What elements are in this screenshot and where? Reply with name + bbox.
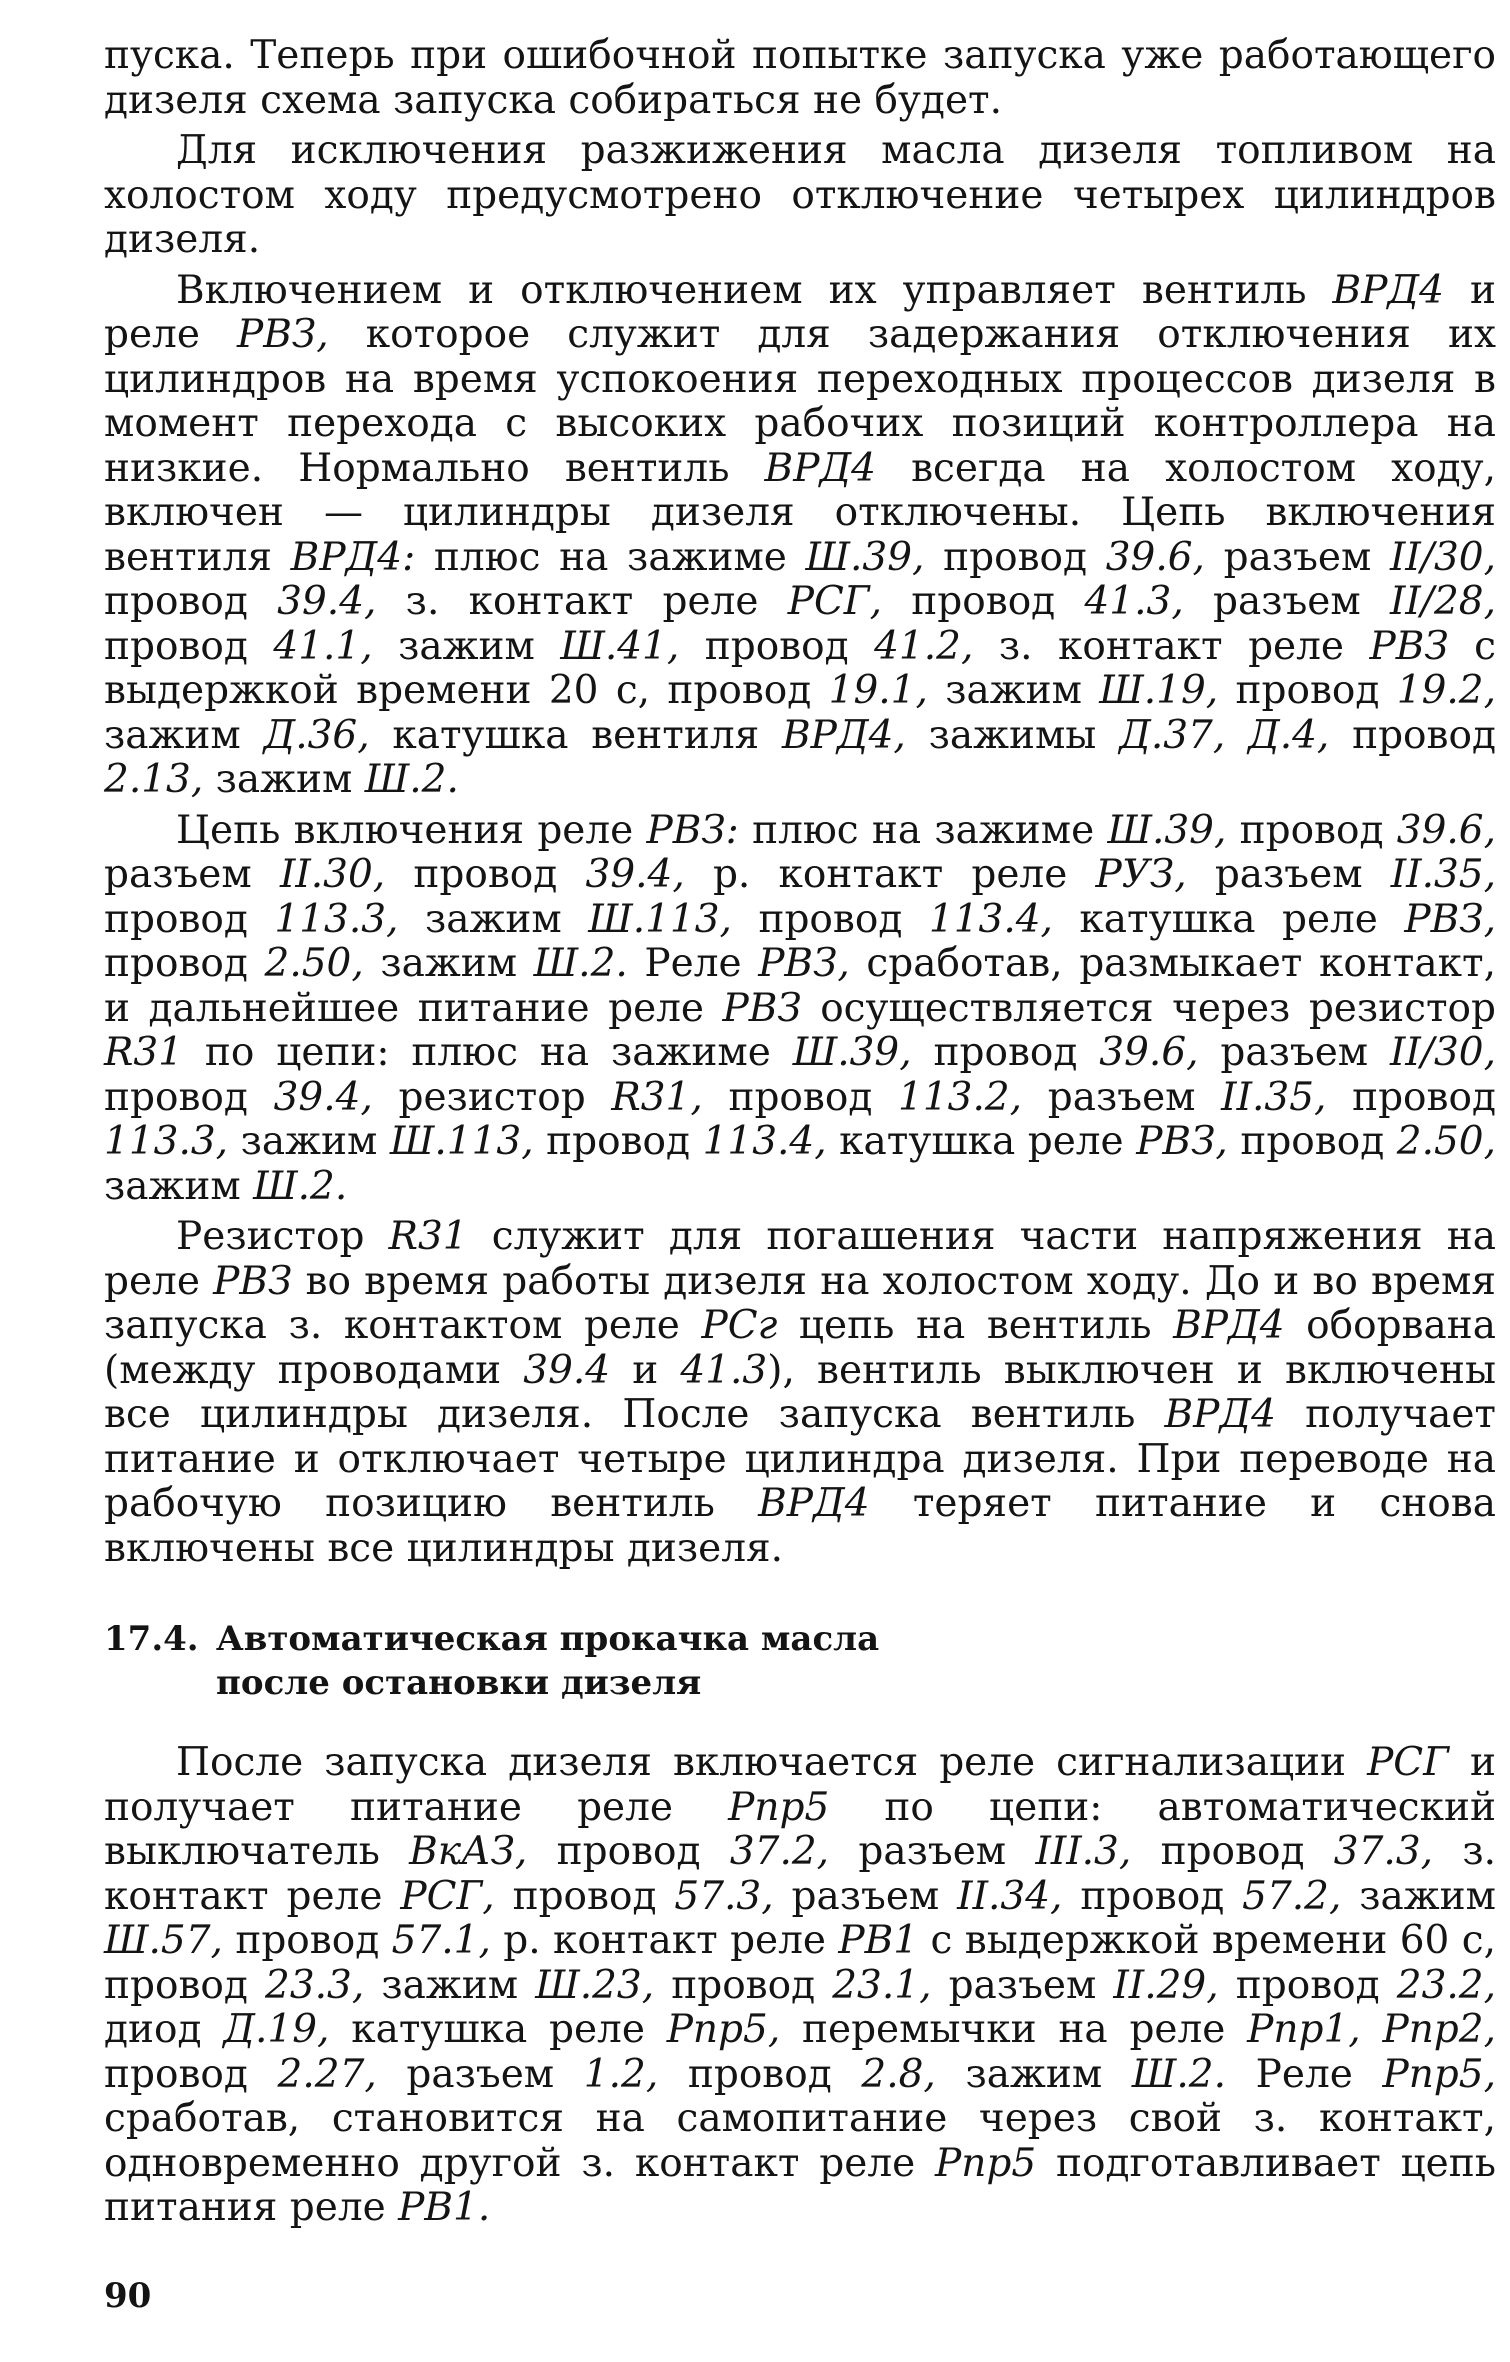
italic-term: II/30, xyxy=(1390,1030,1497,1075)
italic-term: 39.4, xyxy=(273,1074,373,1120)
italic-term: ВРД4 xyxy=(764,445,876,491)
italic-term: 39.4 xyxy=(523,1347,611,1393)
italic-term: Д.19, xyxy=(223,2007,330,2052)
italic-term: Ш.39, xyxy=(805,534,925,580)
italic-term: 113.3, xyxy=(274,896,399,942)
section-number: 17.4. xyxy=(104,1619,199,1659)
italic-term: 19.2, xyxy=(1396,668,1496,713)
italic-term: 2.27, xyxy=(277,2051,377,2097)
italic-term: Рпр5, xyxy=(1382,2051,1496,2097)
paragraph-resistor-r31: Резистор R31 служит для погашения части напряжения на реле РВЗ во время работы дизеля на холостом ходу. До и во время запуска з. контактом реле РСг цепь на вентиль ВРД4 оборвана (между проводами 39.4 и 41.3), вентиль выключен и включены все цилиндры дизеля. После запуска вентиль ВРД4 получает питание и отключает четыре цилиндра дизеля. При переводе на рабочую позицию вентиль ВРД4 теряет питание и снова включены все цилиндры дизеля. xyxy=(104,1214,1497,1571)
italic-term: R31 xyxy=(104,1030,183,1075)
italic-term: РВ1 xyxy=(838,1918,919,1963)
italic-term: II/30, xyxy=(1390,534,1496,580)
paragraph-vrd4-circuit: Включением и отключением их управляет вентиль ВРД4 и реле РВЗ, которое служит для задержания отключения их цилиндров на время успокоения переходных процессов дизеля в момент перехода с высоких рабочих позиций контроллера на низкие. Нормально вентиль ВРД4 всегда на холостом ходу, включен — цилиндры дизеля отключены. Цепь включения вентиля ВРД4: плюс на зажиме Ш.39, провод 39.6, разъем II/30, провод 39.4, з. контакт реле РСГ, провод 41.3, разъем II/28, провод 41.1, зажим Ш.41, провод 41.2, з. контакт реле РВЗ с выдержкой времени 20 с, провод 19.1, зажим Ш.19, провод 19.2, зажим Д.36, катушка вентиля ВРД4, зажимы Д.37, Д.4, провод 2.13, зажим Ш.2. xyxy=(104,267,1497,802)
paragraph-auto-oil-pumping: После запуска дизеля включается реле сигнализации РСГ и получает питание реле Рпр5 по цепи: автоматический выключатель ВкАЗ, провод 37.2, разъем III.3, провод 37.3, з. контакт реле РСГ, провод 57.3, разъем II.34, провод 57.2, зажим Ш.57, провод 57.1, р. контакт реле РВ1 с выдержкой времени 60 с, провод 23.3, зажим Ш.23, провод 23.1, разъем II.29, провод 23.2, диод Д.19, катушка реле Рпр5, перемычки на реле Рпр1, Рпр2, провод 2.27, разъем 1.2, провод 2.8, зажим Ш.2. Реле Рпр5, сработав, становится на самопитание через свой з. контакт, одновременно другой з. контакт реле Рпр5 подготавливает цепь питания реле РВ1. xyxy=(104,1740,1497,2230)
section-title-line1: Автоматическая прокачка масла xyxy=(216,1619,880,1659)
italic-term: 41.1, xyxy=(273,623,373,669)
italic-term: 37.2, xyxy=(729,1829,830,1874)
italic-term: II.30, xyxy=(279,852,386,897)
italic-term: Ш.57, xyxy=(104,1918,223,1963)
italic-term: II.35, xyxy=(1221,1074,1327,1120)
italic-term: 2.50, xyxy=(1396,1119,1496,1164)
italic-term: 2.50, xyxy=(264,941,364,986)
italic-term: 113.4, xyxy=(702,1119,827,1164)
italic-term: R31, xyxy=(611,1074,703,1120)
paragraph-rv3-circuit: Цепь включения реле РВЗ: плюс на зажиме Ш.39, провод 39.6, разъем II.30, провод 39.4, р. контакт реле РУЗ, разъем II.35, провод 113.3, зажим Ш.113, провод 113.4, катушка реле РВЗ, провод 2.50, зажим Ш.2. Реле РВЗ, сработав, размыкает контакт, и дальнейшее питание реле РВЗ осуществляется через резистор R31 по цепи: плюс на зажиме Ш.39, провод 39.6, разъем II/30, провод 39.4, резистор R31, провод 113.2, разъем II.35, провод 113.3, зажим Ш.113, провод 113.4, катушка реле РВЗ, провод 2.50, зажим Ш.2. xyxy=(104,807,1497,1209)
italic-term: 23.1, xyxy=(832,1962,932,2008)
italic-term: Ш.41, xyxy=(560,623,680,669)
italic-term: 57.2, xyxy=(1242,1873,1342,1919)
italic-term: РВЗ xyxy=(213,1258,293,1304)
italic-term: 57.1, xyxy=(391,1918,491,1963)
italic-term: ВРД4, xyxy=(781,712,906,758)
italic-term: Ш.2. xyxy=(1131,2051,1226,2097)
italic-term: РВЗ, xyxy=(1136,1119,1228,1164)
italic-term: 41.3, xyxy=(1084,579,1184,624)
italic-term: Рпр5, xyxy=(666,2007,781,2052)
italic-term: Ш.19, xyxy=(1099,668,1219,713)
italic-term: II.35, xyxy=(1390,852,1496,897)
page-number: 90 xyxy=(104,2276,152,2316)
italic-term: R31 xyxy=(388,1214,468,1259)
italic-term: ВРД4: xyxy=(290,534,416,580)
italic-term: Рпр5 xyxy=(935,2140,1037,2186)
italic-term: РСГ, xyxy=(400,1873,495,1919)
italic-term: 39.4, xyxy=(585,852,685,897)
italic-term: 113.3, xyxy=(104,1119,229,1164)
italic-term: Ш.39, xyxy=(792,1030,912,1075)
italic-term: ВРД4 xyxy=(758,1481,870,1526)
italic-term: Ш.23, xyxy=(535,1962,655,2008)
italic-term: 1.2, xyxy=(583,2051,659,2097)
italic-term: РВЗ, xyxy=(237,312,329,357)
italic-term: Ш.2. xyxy=(253,1163,348,1209)
paragraph-continued: пуска. Теперь при ошибочной попытке запуска уже работающего дизеля схема запуска собираться не будет. xyxy=(104,33,1496,123)
italic-term: РВЗ, xyxy=(758,941,850,986)
italic-term: 39.4, xyxy=(277,579,377,624)
italic-term: Д.36, xyxy=(263,712,370,758)
italic-term: 39.6, xyxy=(1396,807,1496,853)
italic-term: РСГ, xyxy=(787,579,883,624)
italic-term: РВЗ, xyxy=(1404,896,1496,942)
italic-term: 57.3, xyxy=(674,1873,774,1919)
italic-term: РСГ xyxy=(1367,1740,1449,1785)
italic-term: 39.6, xyxy=(1099,1030,1199,1075)
italic-term: РСг xyxy=(701,1303,778,1348)
italic-term: РВЗ xyxy=(722,985,802,1031)
italic-term: ВкАЗ, xyxy=(409,1829,528,1874)
italic-term: 39.6, xyxy=(1105,534,1205,580)
italic-term: РВЗ: xyxy=(646,807,739,853)
italic-term: ВРД4 xyxy=(1164,1392,1276,1437)
italic-term: III.3, xyxy=(1035,1829,1132,1874)
paragraph-oil-dilution: Для исключения разжижения масла дизеля топливом на холостом ходу предусмотрено отключение четырех цилиндров дизеля. xyxy=(104,128,1496,262)
italic-term: 41.2, xyxy=(874,623,974,669)
italic-term: 37.3, xyxy=(1333,1829,1434,1874)
italic-term: РУЗ, xyxy=(1095,852,1187,897)
italic-term: Ш.2. xyxy=(364,757,459,802)
italic-term: 113.2, xyxy=(898,1074,1023,1120)
italic-term: Ш.39, xyxy=(1107,807,1227,853)
italic-term: 2.13, xyxy=(104,757,204,802)
italic-term: Рпр5 xyxy=(728,1784,830,1830)
italic-term: РВЗ xyxy=(1369,623,1449,669)
italic-term: Ш.113, xyxy=(389,1119,534,1164)
italic-term: 19.1, xyxy=(828,668,928,713)
italic-term: II/28, xyxy=(1390,579,1496,624)
italic-term: 23.2, xyxy=(1396,1962,1496,2008)
italic-term: Д.37, Д.4, xyxy=(1119,712,1330,758)
italic-term: 41.3 xyxy=(680,1347,768,1393)
italic-term: II.34, xyxy=(957,1873,1063,1919)
italic-term: II.29, xyxy=(1113,1962,1219,2008)
section-title-line2: после остановки дизеля xyxy=(216,1663,702,1703)
italic-term: Ш.113, xyxy=(588,896,732,942)
page-body xyxy=(104,34,1496,2231)
italic-term: РВ1. xyxy=(398,2185,491,2230)
italic-term: Ш.2. xyxy=(533,941,628,986)
italic-term: ВРД4 xyxy=(1173,1303,1285,1348)
italic-term: Рпр1, Рпр2, xyxy=(1247,2007,1496,2052)
italic-term: ВРД4 xyxy=(1332,267,1444,313)
italic-term: 113.4, xyxy=(928,896,1053,942)
section-heading xyxy=(104,1617,1496,1705)
italic-term: 2.8, xyxy=(861,2051,936,2097)
italic-term: 23.3, xyxy=(265,1962,365,2008)
